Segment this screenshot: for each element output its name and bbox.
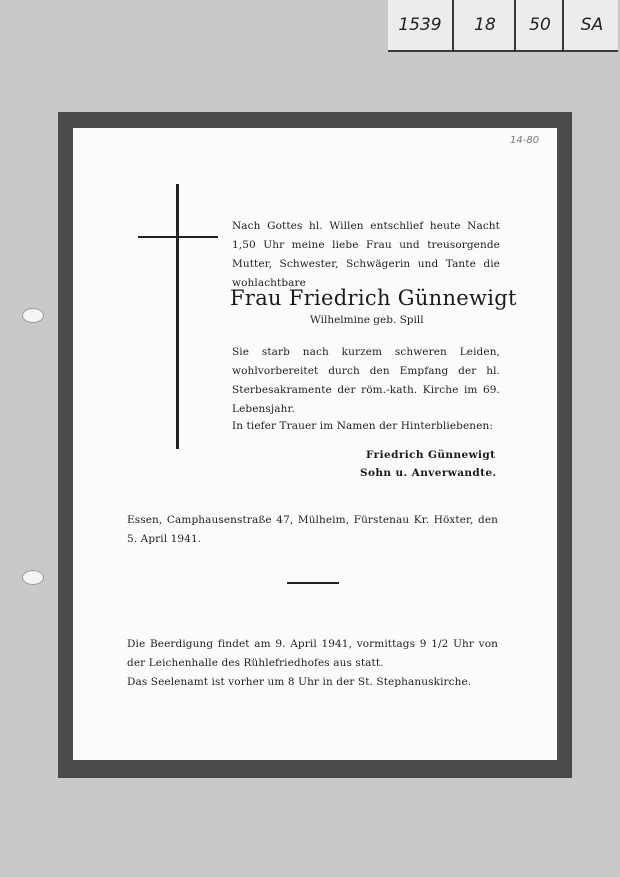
- funeral-info: [127, 635, 498, 692]
- divider: [287, 582, 339, 584]
- notice-intro: Nach Gottes hl. Willen entschlief heute Nacht 1,50 Uhr meine liebe Frau und treusorgende Mutter, Schwester, Schwägerin und Tante die wohlachtbare: [232, 220, 500, 289]
- cross-icon-bar: [138, 236, 218, 238]
- cross-icon: [176, 184, 179, 449]
- funeral-text: Die Beerdigung findet am 9. April 1941, vormittags 9 1/2 Uhr von der Leichenhalle des Rühlefriedhofes aus statt.: [127, 638, 498, 669]
- archive-label-number: 1539: [398, 15, 442, 35]
- archive-label-box: 18: [452, 0, 516, 50]
- signature-name: Friedrich Günnewigt: [366, 449, 496, 461]
- archive-label-folder: 50: [514, 0, 564, 50]
- punch-hole-top: [22, 308, 44, 323]
- archive-label-code: SA: [562, 0, 620, 50]
- death-text: Sie starb nach kurzem schweren Leiden, wohlvorbereitet durch den Empfang der hl. Sterbesakramente der röm.-kath. Kirche im 69. Lebensjahr.: [232, 346, 500, 415]
- pencil-note: 14-80: [510, 135, 540, 146]
- punch-hole-bottom: [22, 570, 44, 585]
- maiden-name: Wilhelmine geb. Spill: [310, 314, 424, 326]
- deceased-name: Frau Friedrich Günnewigt: [230, 286, 517, 310]
- requiem-text: Das Seelenamt ist vorher um 8 Uhr in der St. Stephanuskirche.: [127, 676, 472, 688]
- place-date: Essen, Camphausenstraße 47, Mülheim, Fürstenau Kr. Höxter, den 5. April 1941.: [127, 514, 498, 545]
- archive-label-strip: [388, 0, 618, 52]
- signature-relatives: Sohn u. Anverwandte.: [360, 467, 497, 479]
- mourning-line: In tiefer Trauer im Namen der Hinterbliebenen:: [232, 420, 493, 432]
